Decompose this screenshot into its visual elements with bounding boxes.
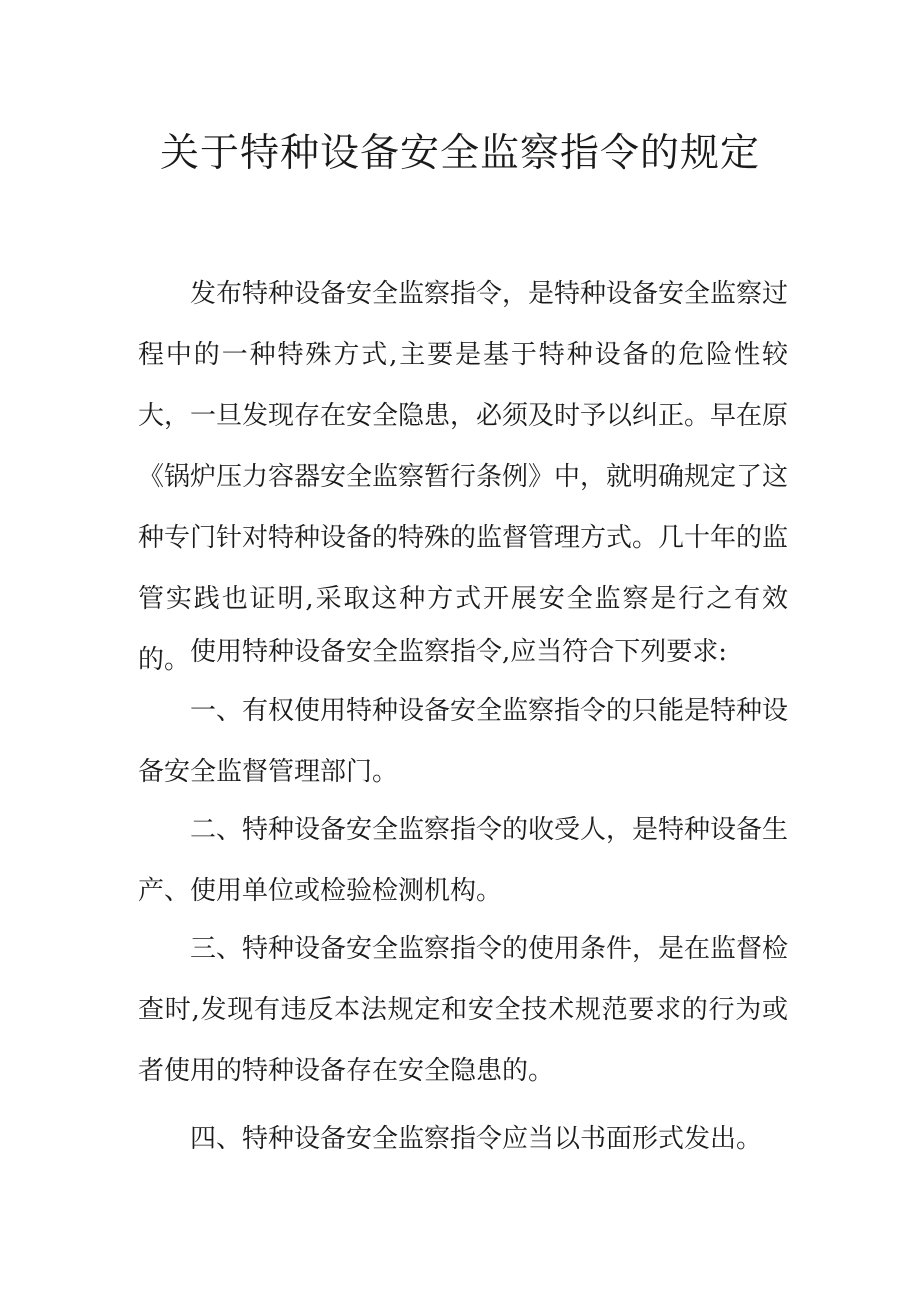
paragraph-requirement-1: 一、有权使用特种设备安全监察指令的只能是特种设备安全监督管理部门。 — [138, 696, 789, 787]
paragraph-requirement-4: 四、特种设备安全监察指令应当以书面形式发出。 — [190, 1124, 763, 1154]
paragraph-requirements-lead: 使用特种设备安全监察指令,应当符合下列要求: — [190, 637, 728, 667]
paragraph-requirement-2: 二、特种设备安全监察指令的收受人，是特种设备生产、使用单位或检验检测机构。 — [138, 815, 789, 906]
document-title: 关于特种设备安全监察指令的规定 — [159, 131, 760, 176]
paragraph-requirement-3: 三、特种设备安全监察指令的使用条件，是在监督检查时,发现有违反本法规定和安全技术规范要求的行为或者使用的特种设备存在安全隐患的。 — [138, 934, 789, 1086]
paragraph-intro: 发布特种设备安全监察指令，是特种设备安全监察过程中的一种特殊方式,主要是基于特种设备的危险性较大，一旦发现存在安全隐患，必须及时予以纠正。早在原《锅炉压力容器安全监察暂行条例》中，就明确规定了这种专门针对特种设备的特殊的监督管理方式。几十年的监管实践也证明,采取这种方式开展安全监察是行之有效的。 — [138, 279, 789, 675]
